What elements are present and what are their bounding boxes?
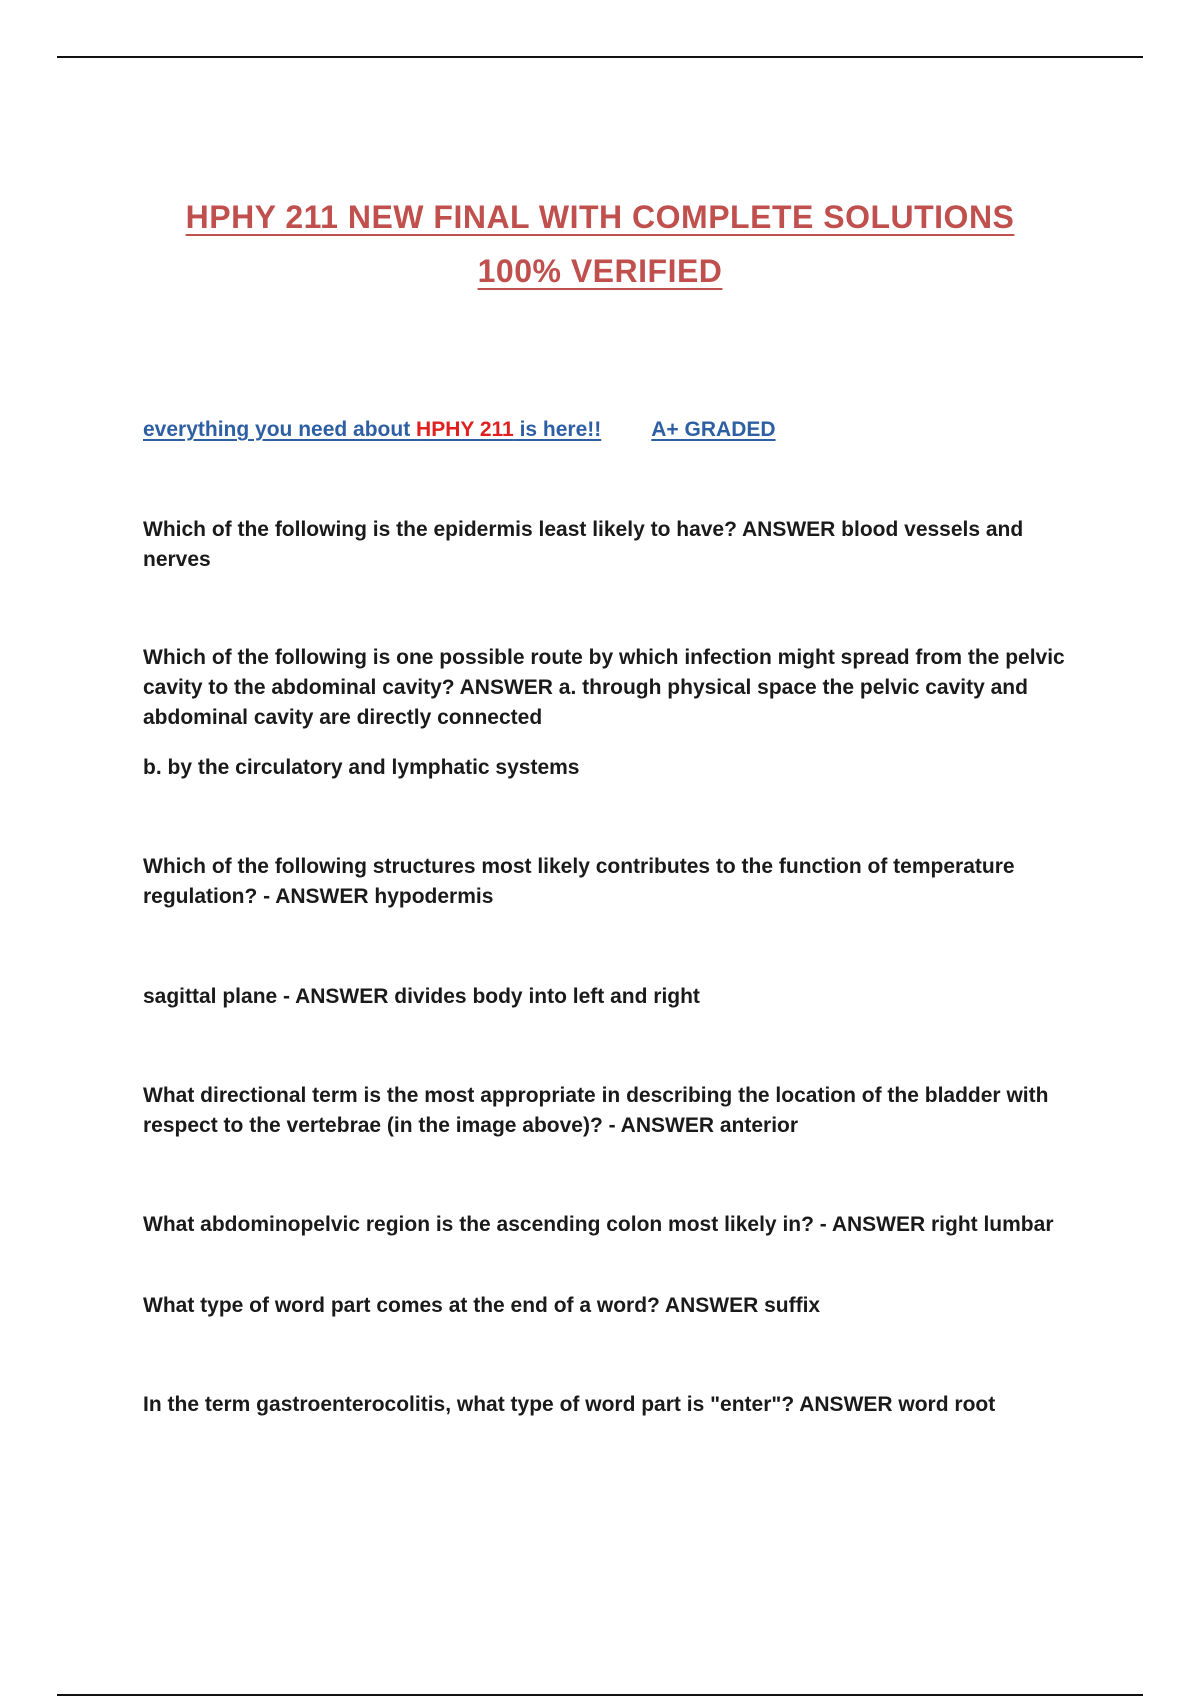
tagline-link[interactable] bbox=[143, 418, 601, 441]
tagline-part2: is here!! bbox=[513, 418, 602, 441]
bottom-divider bbox=[57, 1694, 1143, 1696]
title-line-2: 100% VERIFIED bbox=[477, 253, 723, 289]
graded-link[interactable]: A+ GRADED bbox=[651, 418, 776, 441]
qa-item: What type of word part comes at the end of a word? ANSWER suffix bbox=[143, 1294, 821, 1317]
qa-item: Which of the following is the epidermis least likely to have? ANSWER blood vessels and nerves bbox=[143, 518, 1024, 571]
qa-item: b. by the circulatory and lymphatic systems bbox=[143, 756, 580, 779]
qa-item: sagittal plane - ANSWER divides body into left and right bbox=[143, 985, 700, 1008]
tagline bbox=[143, 418, 776, 442]
qa-item: What abdominopelvic region is the ascending colon most likely in? - ANSWER right lumbar bbox=[143, 1213, 1054, 1236]
qa-item: Which of the following structures most likely contributes to the function of temperature regulation? - ANSWER hypodermis bbox=[143, 855, 1015, 908]
qa-item: What directional term is the most appropriate in describing the location of the bladder with respect to the vertebrae (in the image above)? - ANSWER anterior bbox=[143, 1084, 1049, 1137]
document-title bbox=[0, 190, 1200, 298]
title-line-1: HPHY 211 NEW FINAL WITH COMPLETE SOLUTIONS bbox=[185, 199, 1015, 235]
top-divider bbox=[57, 56, 1143, 58]
qa-item: Which of the following is one possible route by which infection might spread from the pelvic cavity to the abdominal cavity? ANSWER a. through physical space the pelvic cavity and abdominal cavity are directly connected bbox=[143, 646, 1065, 729]
tagline-part1: everything you need about bbox=[143, 418, 417, 441]
qa-item: In the term gastroenterocolitis, what type of word part is "enter"? ANSWER word root bbox=[143, 1393, 996, 1416]
tagline-course: HPHY 211 bbox=[416, 418, 514, 441]
